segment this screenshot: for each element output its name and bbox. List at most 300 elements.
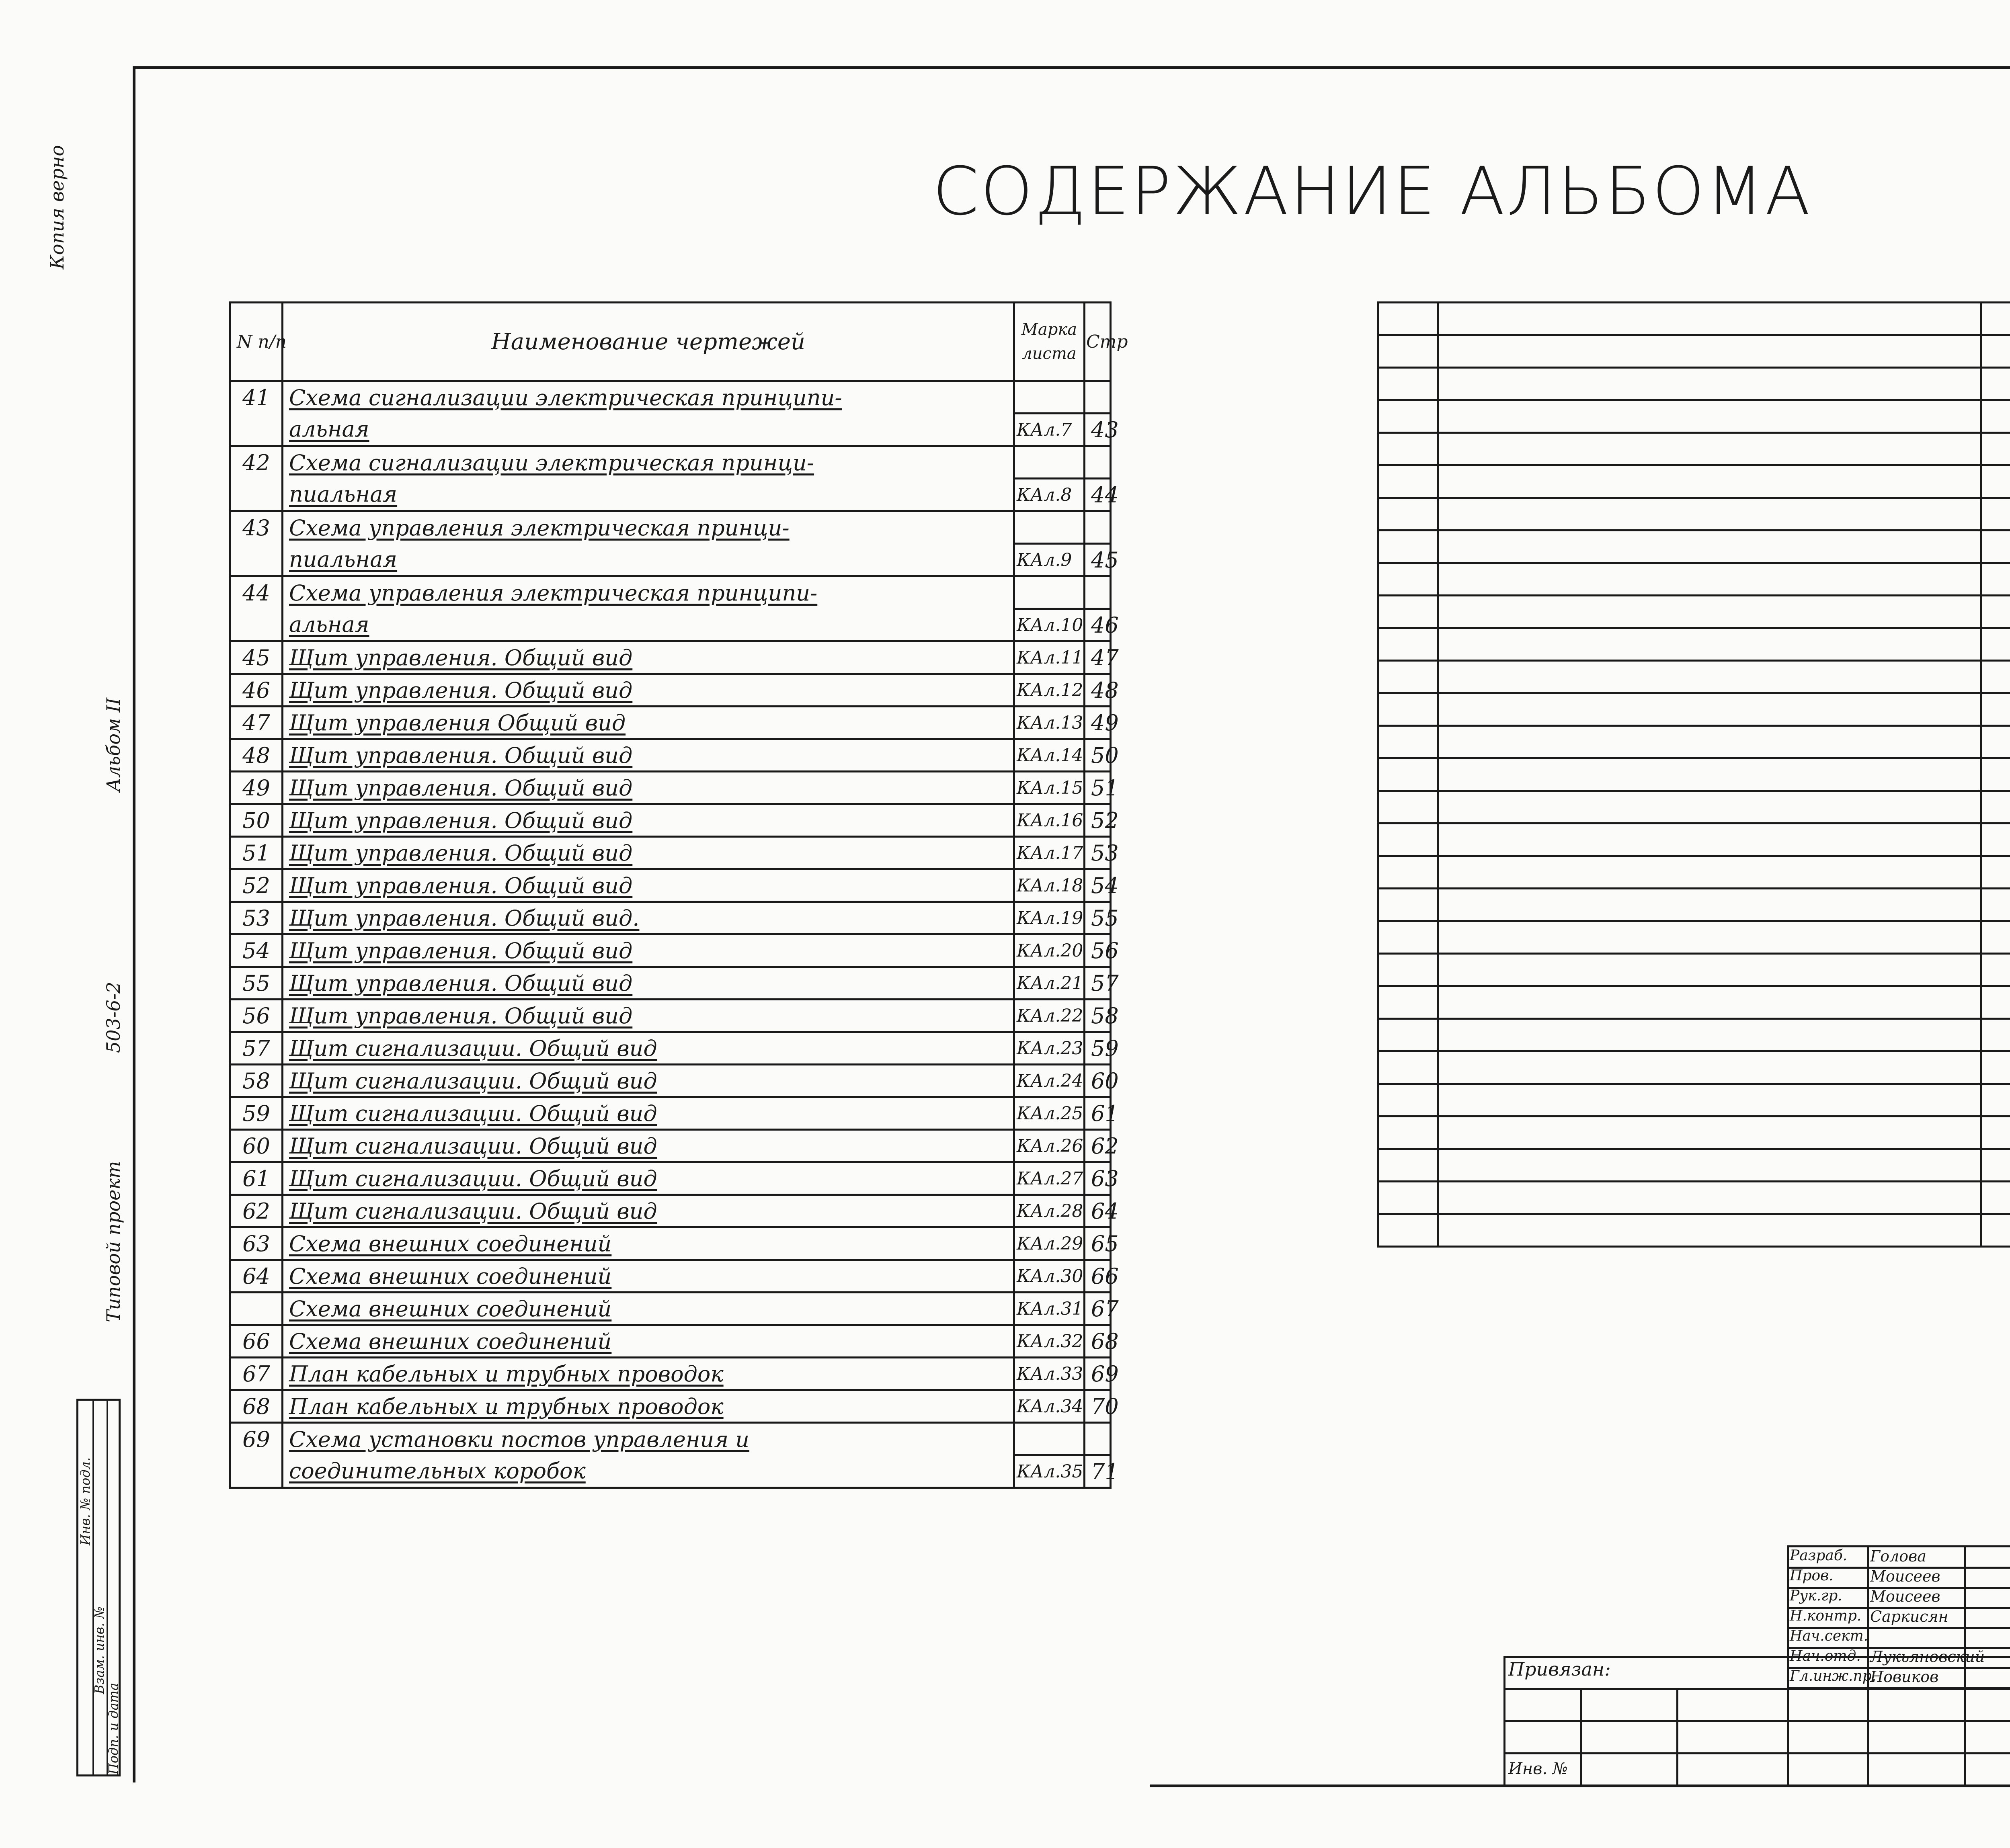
row-page: 51 [1085, 772, 1111, 804]
blank-row [1378, 661, 2010, 693]
row-drawing-name: План кабельных и трубных проводок [283, 1358, 1014, 1390]
blank-cell [1378, 1051, 1438, 1084]
contents-row [230, 414, 1111, 446]
row-number: 56 [230, 1000, 283, 1032]
contents-header-row [230, 303, 1111, 381]
blank-row [1378, 596, 2010, 628]
row-page: 46 [1085, 609, 1111, 641]
row-drawing-name: Щит управления. Общий вид [283, 739, 1014, 772]
title-person: Лукьяновский [1870, 1648, 1985, 1666]
blank-row [1378, 954, 2010, 986]
row-number [230, 1293, 283, 1325]
contents-table [229, 301, 1128, 1489]
blank-row [1378, 368, 2010, 400]
row-sheet-mark: КАл.14 [1014, 739, 1085, 772]
contents-row [230, 1162, 1111, 1195]
row-sheet-mark [1014, 511, 1085, 544]
blank-cell [1981, 465, 2010, 498]
blank-row [1378, 303, 2010, 335]
page-title: СОДЕРЖАНИЕ АЛЬБОМА [933, 153, 1812, 230]
row-number: 60 [230, 1130, 283, 1162]
contents-row [230, 1097, 1111, 1130]
row-number: 69 [230, 1423, 283, 1455]
row-drawing-name: Щит управления. Общий вид [283, 837, 1014, 869]
row-number: 62 [230, 1195, 283, 1227]
approval-stamp [76, 1399, 121, 1776]
blank-row [1378, 1117, 2010, 1149]
row-page: 47 [1085, 641, 1111, 674]
row-sheet-mark: КАл.35 [1014, 1455, 1085, 1488]
contents-row [230, 804, 1111, 837]
blank-cell [1378, 531, 1438, 563]
blank-cell [1981, 824, 2010, 856]
blank-cell [1981, 1117, 2010, 1149]
contents-row [230, 544, 1111, 576]
title-role: Нач.отд. [1790, 1648, 1861, 1664]
blank-cell [1438, 1051, 1981, 1084]
blank-cell [1981, 986, 2010, 1019]
contents-row [230, 1358, 1111, 1390]
blank-cell [1378, 1084, 1438, 1117]
blank-cell [1438, 1019, 1981, 1051]
row-sheet-mark: КАл.20 [1014, 934, 1085, 967]
blank-cell [1378, 498, 1438, 531]
blank-cell [1981, 726, 2010, 758]
row-drawing-name: Схема сигнализации электрическая принци- [283, 446, 1014, 479]
contents-row [230, 511, 1111, 544]
blank-cell [1378, 1214, 1438, 1247]
contents-row [230, 479, 1111, 511]
blank-row [1378, 1182, 2010, 1214]
row-number: 63 [230, 1227, 283, 1260]
row-page: 66 [1085, 1260, 1111, 1293]
contents-row [230, 1260, 1111, 1293]
blank-row [1378, 1214, 2010, 1247]
blank-row [1378, 824, 2010, 856]
row-sheet-mark [1014, 381, 1085, 414]
row-page [1085, 1423, 1111, 1455]
blank-cell [1378, 303, 1438, 335]
blank-cell [1438, 954, 1981, 986]
contents-row [230, 1000, 1111, 1032]
row-number: 67 [230, 1358, 283, 1390]
contents-row [230, 1455, 1111, 1488]
blank-cell [1438, 1214, 1981, 1247]
row-page: 55 [1085, 902, 1111, 934]
row-sheet-mark: КАл.8 [1014, 479, 1085, 511]
title-role: Рук.гр. [1790, 1588, 1842, 1604]
blank-cell [1438, 1182, 1981, 1214]
row-page: 45 [1085, 544, 1111, 576]
blank-cell [1981, 1051, 2010, 1084]
blank-cell [1981, 498, 2010, 531]
contents-row [230, 1065, 1111, 1097]
row-number [230, 544, 283, 576]
contents-row [230, 1227, 1111, 1260]
row-number: 68 [230, 1390, 283, 1423]
row-number [230, 609, 283, 641]
row-number: 53 [230, 902, 283, 934]
blank-table [1377, 301, 2010, 1248]
row-page: 53 [1085, 837, 1111, 869]
row-page: 48 [1085, 674, 1111, 707]
row-number: 44 [230, 576, 283, 609]
row-page: 62 [1085, 1130, 1111, 1162]
row-page [1085, 446, 1111, 479]
title-role: Разраб. [1790, 1547, 1848, 1564]
blank-cell [1438, 303, 1981, 335]
blank-cell [1378, 1117, 1438, 1149]
row-sheet-mark: КАл.32 [1014, 1325, 1085, 1358]
row-drawing-name: Щит управления Общий вид [283, 707, 1014, 739]
row-page [1085, 576, 1111, 609]
title-role: Гл.инж.пр. [1790, 1668, 1877, 1684]
row-sheet-mark [1014, 446, 1085, 479]
row-number: 48 [230, 739, 283, 772]
row-sheet-mark: КАл.21 [1014, 967, 1085, 1000]
row-page: 63 [1085, 1162, 1111, 1195]
contents-row [230, 837, 1111, 869]
contents-row [230, 381, 1111, 414]
blank-cell [1378, 986, 1438, 1019]
blank-cell [1981, 856, 2010, 889]
contents-row [230, 772, 1111, 804]
contents-row [230, 967, 1111, 1000]
row-page: 64 [1085, 1195, 1111, 1227]
blank-cell [1438, 596, 1981, 628]
row-page: 57 [1085, 967, 1111, 1000]
row-page: 69 [1085, 1358, 1111, 1390]
row-sheet-mark: КАл.19 [1014, 902, 1085, 934]
side-label-album: Альбом II [103, 697, 124, 792]
blank-row [1378, 693, 2010, 726]
blank-cell [1378, 400, 1438, 433]
blank-cell [1438, 824, 1981, 856]
stamp-label-3: Подп. и дата [106, 1683, 121, 1774]
blank-cell [1438, 1084, 1981, 1117]
row-number: 43 [230, 511, 283, 544]
row-page: 49 [1085, 707, 1111, 739]
row-sheet-mark: КАл.23 [1014, 1032, 1085, 1065]
blank-cell [1981, 628, 2010, 661]
row-sheet-mark: КАл.16 [1014, 804, 1085, 837]
side-label-series: Типовой проект [103, 1161, 124, 1322]
row-number: 58 [230, 1065, 283, 1097]
row-page: 61 [1085, 1097, 1111, 1130]
row-sheet-mark: КАл.22 [1014, 1000, 1085, 1032]
title-role: Н.контр. [1790, 1608, 1862, 1624]
header-name: Наименование чертежей [283, 303, 1014, 381]
blank-row [1378, 628, 2010, 661]
title-role: Нач.сект. [1790, 1628, 1868, 1644]
row-drawing-name: Щит управления. Общий вид [283, 934, 1014, 967]
row-sheet-mark: КАл.28 [1014, 1195, 1085, 1227]
row-drawing-name: Щит управления. Общий вид [283, 869, 1014, 902]
blank-row [1378, 335, 2010, 368]
contents-row [230, 1130, 1111, 1162]
blank-cell [1981, 335, 2010, 368]
blank-cell [1378, 563, 1438, 596]
row-page [1085, 511, 1111, 544]
title-person: Новиков [1870, 1668, 1939, 1686]
blank-cell [1981, 596, 2010, 628]
blank-row [1378, 791, 2010, 824]
blank-cell [1378, 921, 1438, 954]
blank-cell [1981, 758, 2010, 791]
row-drawing-name: Схема внешних соединений [283, 1325, 1014, 1358]
row-page: 60 [1085, 1065, 1111, 1097]
row-page: 50 [1085, 739, 1111, 772]
contents-row [230, 446, 1111, 479]
blank-cell [1438, 628, 1981, 661]
row-number: 47 [230, 707, 283, 739]
row-drawing-name: Схема управления электрическая принци- [283, 511, 1014, 544]
title-role: Пров. [1790, 1567, 1834, 1584]
blank-cell [1378, 758, 1438, 791]
row-number: 61 [230, 1162, 283, 1195]
blank-cell [1378, 1149, 1438, 1182]
row-number: 45 [230, 641, 283, 674]
contents-row [230, 641, 1111, 674]
row-drawing-name: Щит управления. Общий вид [283, 804, 1014, 837]
blank-cell [1981, 954, 2010, 986]
blank-cell [1438, 335, 1981, 368]
contents-row [230, 1293, 1111, 1325]
row-page: 43 [1085, 414, 1111, 446]
contents-row [230, 1390, 1111, 1423]
row-sheet-mark: КАл.30 [1014, 1260, 1085, 1293]
row-drawing-name: Схема внешних соединений [283, 1260, 1014, 1293]
row-page: 44 [1085, 479, 1111, 511]
blank-cell [1438, 498, 1981, 531]
blank-cell [1981, 1182, 2010, 1214]
blank-row [1378, 758, 2010, 791]
blank-cell [1981, 921, 2010, 954]
row-drawing-name: Щит сигнализации. Общий вид [283, 1130, 1014, 1162]
row-number: 57 [230, 1032, 283, 1065]
row-sheet-mark: КАл.18 [1014, 869, 1085, 902]
header-num: N п/п [230, 303, 283, 381]
row-sheet-mark: КАл.17 [1014, 837, 1085, 869]
blank-row [1378, 889, 2010, 921]
row-sheet-mark: КАл.9 [1014, 544, 1085, 576]
contents-row [230, 1325, 1111, 1358]
contents-row [230, 1195, 1111, 1227]
stamp-label-2: Взам. инв. № [92, 1606, 107, 1694]
row-sheet-mark: КАл.12 [1014, 674, 1085, 707]
blank-cell [1981, 1214, 2010, 1247]
contents-row [230, 902, 1111, 934]
blank-cell [1378, 661, 1438, 693]
blank-cell [1981, 1149, 2010, 1182]
blank-row [1378, 1084, 2010, 1117]
blank-row [1378, 531, 2010, 563]
blank-cell [1438, 563, 1981, 596]
blank-cell [1378, 335, 1438, 368]
blank-cell [1438, 465, 1981, 498]
row-page: 56 [1085, 934, 1111, 967]
row-page: 65 [1085, 1227, 1111, 1260]
row-sheet-mark: КАл.11 [1014, 641, 1085, 674]
privyazan-label: Привязан: [1508, 1658, 1611, 1680]
blank-cell [1438, 791, 1981, 824]
row-number [230, 479, 283, 511]
blank-cell [1981, 791, 2010, 824]
row-drawing-name: Щит сигнализации. Общий вид [283, 1032, 1014, 1065]
row-drawing-name: Схема сигнализации электрическая принципи- [283, 381, 1014, 414]
row-number: 59 [230, 1097, 283, 1130]
blank-cell [1981, 1019, 2010, 1051]
blank-row [1378, 1019, 2010, 1051]
row-drawing-name: Щит управления. Общий вид [283, 967, 1014, 1000]
blank-cell [1438, 921, 1981, 954]
blank-row [1378, 986, 2010, 1019]
row-drawing-name: Щит управления. Общий вид [283, 772, 1014, 804]
blank-cell [1438, 531, 1981, 563]
blank-row [1378, 856, 2010, 889]
contents-row [230, 934, 1111, 967]
row-sheet-mark: КАл.29 [1014, 1227, 1085, 1260]
row-drawing-name: альная [283, 609, 1014, 641]
blank-cell [1438, 856, 1981, 889]
row-sheet-mark: КАл.25 [1014, 1097, 1085, 1130]
blank-cell [1378, 596, 1438, 628]
contents-row [230, 739, 1111, 772]
blank-cell [1378, 889, 1438, 921]
stamp-label-1: Инв. № подл. [78, 1457, 93, 1545]
blank-cell [1981, 693, 2010, 726]
row-page: 59 [1085, 1032, 1111, 1065]
row-drawing-name: Схема внешних соединений [283, 1293, 1014, 1325]
row-sheet-mark: КАл.34 [1014, 1390, 1085, 1423]
row-page: 58 [1085, 1000, 1111, 1032]
blank-row [1378, 921, 2010, 954]
title-person: Моисеев [1870, 1588, 1940, 1605]
side-label-code: 503-6-2 [103, 981, 124, 1053]
row-page: 70 [1085, 1390, 1111, 1423]
blank-cell [1981, 368, 2010, 400]
row-sheet-mark: КАл.15 [1014, 772, 1085, 804]
blank-cell [1981, 303, 2010, 335]
row-sheet-mark: КАл.24 [1014, 1065, 1085, 1097]
row-number: 41 [230, 381, 283, 414]
row-drawing-name: Щит управления. Общий вид [283, 674, 1014, 707]
blank-cell [1981, 433, 2010, 465]
contents-row [230, 576, 1111, 609]
blank-cell [1378, 465, 1438, 498]
header-page: Стр [1085, 303, 1111, 381]
blank-cell [1378, 824, 1438, 856]
title-person: Моисеев [1870, 1567, 1940, 1585]
row-drawing-name: Щит сигнализации. Общий вид [283, 1097, 1014, 1130]
row-number: 55 [230, 967, 283, 1000]
title-person: Саркисян [1870, 1608, 1948, 1625]
blank-cell [1378, 368, 1438, 400]
blank-row [1378, 498, 2010, 531]
row-page: 71 [1085, 1455, 1111, 1488]
row-sheet-mark [1014, 1423, 1085, 1455]
contents-row [230, 674, 1111, 707]
row-sheet-mark: КАл.27 [1014, 1162, 1085, 1195]
blank-cell [1378, 1182, 1438, 1214]
blank-cell [1378, 693, 1438, 726]
blank-cell [1438, 758, 1981, 791]
row-page: 68 [1085, 1325, 1111, 1358]
blank-row [1378, 1149, 2010, 1182]
blank-row [1378, 726, 2010, 758]
inv-label: Инв. № [1508, 1760, 1568, 1778]
row-page: 54 [1085, 869, 1111, 902]
row-number: 54 [230, 934, 283, 967]
row-drawing-name: Схема внешних соединений [283, 1227, 1014, 1260]
row-sheet-mark: КАл.33 [1014, 1358, 1085, 1390]
contents-row [230, 609, 1111, 641]
row-drawing-name: Щит управления. Общий вид [283, 1000, 1014, 1032]
row-drawing-name: Схема установки постов управления и [283, 1423, 1014, 1455]
row-sheet-mark: КАл.26 [1014, 1130, 1085, 1162]
row-page [1085, 381, 1111, 414]
row-drawing-name: Щит управления. Общий вид [283, 641, 1014, 674]
row-drawing-name: Щит сигнализации. Общий вид [283, 1162, 1014, 1195]
side-label-copy: Копия верно [46, 145, 68, 269]
blank-cell [1378, 628, 1438, 661]
blank-cell [1438, 661, 1981, 693]
blank-cell [1378, 433, 1438, 465]
contents-row [230, 1032, 1111, 1065]
blank-cell [1981, 531, 2010, 563]
row-drawing-name: пиальная [283, 544, 1014, 576]
row-number: 64 [230, 1260, 283, 1293]
row-sheet-mark: КАл.31 [1014, 1293, 1085, 1325]
blank-cell [1981, 1084, 2010, 1117]
row-number [230, 1455, 283, 1488]
contents-row [230, 1423, 1111, 1455]
blank-cell [1378, 726, 1438, 758]
row-sheet-mark: КАл.13 [1014, 707, 1085, 739]
blank-cell [1378, 856, 1438, 889]
row-number: 66 [230, 1325, 283, 1358]
row-drawing-name: Щит сигнализации. Общий вид [283, 1065, 1014, 1097]
blank-cell [1438, 433, 1981, 465]
row-number: 52 [230, 869, 283, 902]
blank-cell [1981, 661, 2010, 693]
blank-row [1378, 563, 2010, 596]
row-sheet-mark [1014, 576, 1085, 609]
row-number [230, 414, 283, 446]
row-drawing-name: соединительных коробок [283, 1455, 1014, 1488]
blank-cell [1438, 986, 1981, 1019]
row-page: 67 [1085, 1293, 1111, 1325]
blank-row [1378, 433, 2010, 465]
blank-cell [1438, 1149, 1981, 1182]
row-drawing-name: План кабельных и трубных проводок [283, 1390, 1014, 1423]
blank-cell [1981, 563, 2010, 596]
contents-row [230, 869, 1111, 902]
row-drawing-name: пиальная [283, 479, 1014, 511]
row-sheet-mark: КАл.10 [1014, 609, 1085, 641]
row-drawing-name: Щит сигнализации. Общий вид [283, 1195, 1014, 1227]
blank-cell [1438, 889, 1981, 921]
row-drawing-name: Схема управления электрическая принципи- [283, 576, 1014, 609]
blank-cell [1438, 400, 1981, 433]
blank-cell [1438, 1117, 1981, 1149]
row-number: 51 [230, 837, 283, 869]
row-number: 42 [230, 446, 283, 479]
row-number: 46 [230, 674, 283, 707]
title-person: Голова [1870, 1547, 1926, 1565]
blank-row [1378, 465, 2010, 498]
contents-row [230, 707, 1111, 739]
